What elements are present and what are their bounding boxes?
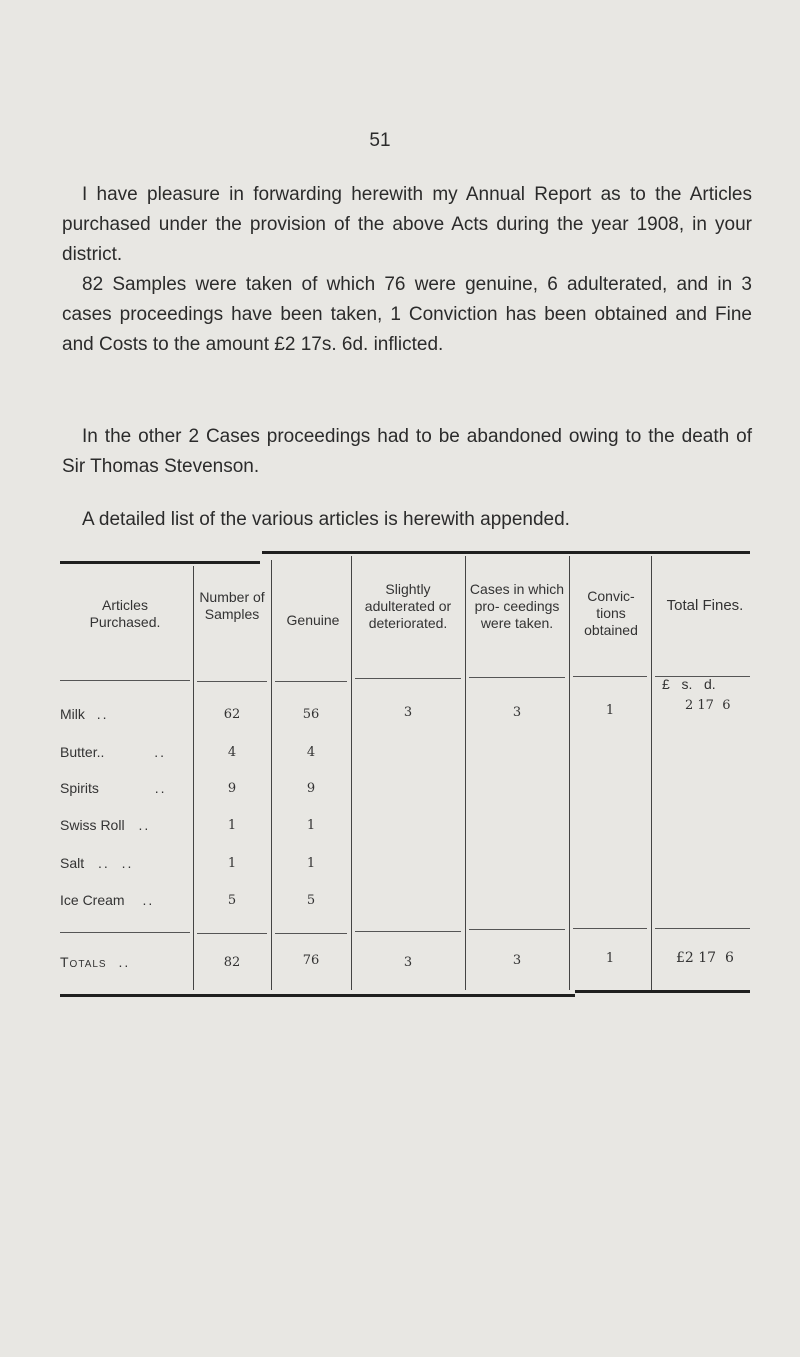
row-genuine: 1 [306, 856, 316, 871]
table-bottom-rule-left [60, 994, 575, 997]
totals-cases: 3 [512, 953, 522, 968]
table-top-rule-left [60, 561, 260, 564]
row-samples: 5 [227, 893, 237, 908]
table-top-rule-right [262, 551, 750, 554]
col-divider-4 [465, 556, 466, 990]
row-samples: 9 [227, 781, 237, 796]
row-genuine: 1 [306, 818, 316, 833]
row-samples: 1 [227, 856, 237, 871]
header-samples: Number of Samples [199, 589, 265, 622]
header-adulterated: Slightly adulterated or deteriorated. [364, 581, 452, 631]
row-samples: 62 [223, 707, 241, 722]
document-page: 51 I have pleasure in forwarding herewith my Annual Report as to the Articles purchased under the provision of the above Acts during the year 1908, in your district. 82 Samples were taken of which 76 were genuine, 6 adulterated, and in 3 cases proceedings have been taken, 1 Conviction has been obtained and Fine and Costs to the amount £2 17s. 6d. inflicted. In the other 2 Cases proceedings had to be abandoned owing to the death of Sir Thomas Stevenson. A detailed list of the various articles is herewith appended. Articles Purchased. Number of Samples Genuine Slightly adulterated or deteriorated. Cases in which pro- ceedings were taken. Convic- tions obtained Total Fines. £ s. d. Milk .. 62 56 3 3 1 2 17 6 Butter.. .. 4 4 Spirits .. 9 9 Swiss Roll .. 1 1 Salt .. .. 1 1 Ice Cream .. 5 5 Totals .. 82 76 3 3 1 £2 17 6 [0, 0, 800, 1357]
row-genuine: 4 [306, 745, 316, 760]
row-samples: 1 [227, 818, 237, 833]
col-divider-6 [651, 556, 652, 990]
totals-separator [60, 932, 190, 933]
col-divider-1 [193, 566, 194, 990]
row-adulterated: 3 [403, 705, 413, 720]
row-article: Butter.. [60, 744, 105, 760]
intro-paragraph: I have pleasure in forwarding herewith my Annual Report as to the Articles purchased under the provision of the above Acts during the year 1908, in your district. [62, 184, 752, 265]
row-article: Milk [60, 706, 85, 722]
row-samples: 4 [227, 745, 237, 760]
row-cases: 3 [512, 705, 522, 720]
totals-convictions: 1 [605, 951, 615, 966]
appended-paragraph: A detailed list of the various articles is herewith appended. [82, 509, 570, 530]
table-bottom-rule-right [575, 990, 750, 993]
row-article: Salt [60, 855, 85, 871]
header-total-fines: Total Fines. [666, 597, 744, 614]
row-article: Spirits [60, 780, 99, 796]
row-genuine: 56 [302, 707, 320, 722]
totals-adulterated: 3 [403, 955, 413, 970]
col-divider-2 [271, 560, 272, 990]
totals-fines: £2 17 6 [676, 950, 734, 966]
row-article: Ice Cream [60, 892, 125, 908]
col-divider-5 [569, 556, 570, 990]
totals-label: Totals [60, 954, 107, 970]
abandoned-paragraph: In the other 2 Cases proceedings had to be abandoned owing to the death of Sir Thomas Stevenson. [62, 426, 752, 477]
row-convictions: 1 [605, 703, 615, 718]
row-genuine: 5 [306, 893, 316, 908]
header-genuine: Genuine [286, 612, 340, 628]
row-fines: 2 17 6 [685, 698, 731, 713]
row-genuine: 9 [306, 781, 316, 796]
totals-genuine: 76 [302, 953, 320, 968]
header-cases: Cases in which pro- ceedings were taken. [469, 581, 565, 631]
header-articles: Articles Purchased. [89, 597, 161, 630]
header-separator [60, 680, 190, 681]
samples-paragraph: 82 Samples were taken of which 76 were genuine, 6 adulterated, and in 3 cases proceedings have been taken, 1 Conviction has been obtained and Fine and Costs to the amount £2 17s. 6d. inflicted. [62, 274, 752, 355]
totals-samples: 82 [223, 955, 241, 970]
currency-header: £ s. d. [662, 676, 716, 692]
row-article: Swiss Roll [60, 817, 125, 833]
page-number: 51 [369, 130, 391, 151]
header-convictions: Convic- tions obtained [584, 588, 638, 638]
